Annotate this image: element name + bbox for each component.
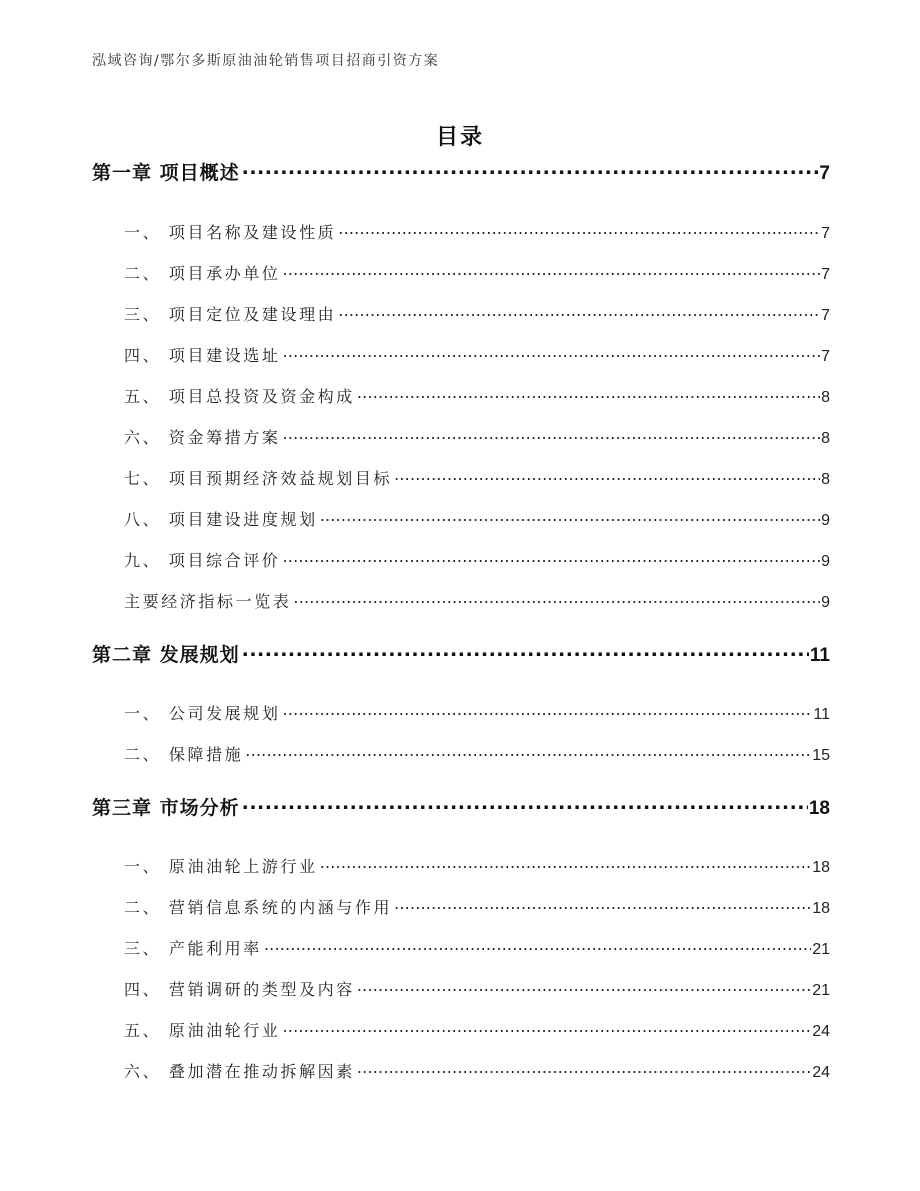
dot-leader (320, 509, 820, 525)
toc-section[interactable] (124, 466, 830, 489)
toc-page-number: 8 (821, 471, 830, 488)
toc-section[interactable] (124, 977, 830, 1000)
toc-page-number: 18 (808, 798, 830, 819)
toc-page-number: 9 (821, 512, 830, 529)
dot-leader (283, 550, 821, 566)
dot-leader (283, 427, 821, 443)
toc-entry-label: 一、 原油油轮上游行业 (124, 857, 318, 876)
dot-leader (245, 744, 811, 760)
toc-page-number: 11 (813, 706, 830, 723)
toc-section[interactable] (124, 425, 830, 448)
dot-leader (293, 591, 820, 607)
toc-page-number: 18 (812, 900, 830, 917)
toc-page-number: 11 (809, 645, 830, 666)
toc-page-number: 7 (821, 307, 830, 324)
toc-page-number: 24 (812, 1023, 830, 1040)
toc-entry-label: 六、 资金筹措方案 (124, 428, 281, 447)
toc-section[interactable] (124, 220, 830, 243)
toc-section[interactable] (124, 1018, 830, 1041)
toc-section[interactable] (124, 302, 830, 325)
toc-entry-label: 四、 营销调研的类型及内容 (124, 980, 355, 999)
toc-entry-label: 五、 原油油轮行业 (124, 1021, 281, 1040)
dot-leader (394, 897, 811, 913)
toc-section[interactable] (124, 1059, 830, 1082)
toc-page-number: 7 (819, 163, 830, 184)
dot-leader (242, 642, 809, 661)
toc-entry-label: 二、 项目承办单位 (124, 264, 281, 283)
toc-section[interactable] (124, 261, 830, 284)
toc-page-number: 9 (821, 594, 830, 611)
running-header: 泓域咨询/鄂尔多斯原油油轮销售项目招商引资方案 (92, 53, 440, 69)
toc-page-number: 18 (812, 859, 830, 876)
toc-entry-label: 三、 产能利用率 (124, 939, 262, 958)
toc-entry-label: 第一章 项目概述 (92, 162, 240, 184)
toc-entry-label: 一、 公司发展规划 (124, 704, 281, 723)
toc-page-number: 15 (812, 747, 830, 764)
toc-section[interactable] (124, 343, 830, 366)
toc-section[interactable] (124, 895, 830, 918)
toc-chapter-2[interactable] (92, 640, 830, 667)
dot-leader (242, 795, 808, 814)
dot-leader (320, 856, 812, 872)
toc-section[interactable] (124, 548, 830, 571)
dot-leader (242, 160, 819, 179)
toc-section[interactable] (124, 936, 830, 959)
toc-page-number: 21 (812, 941, 830, 958)
toc-entry-label: 五、 项目总投资及资金构成 (124, 387, 355, 406)
toc-entry-label: 七、 项目预期经济效益规划目标 (124, 469, 393, 488)
dot-leader (357, 979, 811, 995)
toc-chapter-3[interactable] (92, 793, 830, 820)
dot-leader (264, 938, 811, 954)
toc-section[interactable] (124, 701, 830, 724)
toc-section[interactable] (124, 742, 830, 765)
dot-leader (394, 468, 820, 484)
toc-entry-label: 第二章 发展规划 (92, 644, 240, 666)
toc-entry-label: 一、 项目名称及建设性质 (124, 223, 337, 242)
dot-leader (357, 1061, 811, 1077)
toc-entry-label: 二、 保障措施 (124, 745, 244, 764)
toc-section[interactable] (124, 589, 830, 612)
toc-section[interactable] (124, 384, 830, 407)
toc-page-number: 7 (821, 348, 830, 365)
dot-leader (283, 345, 821, 361)
toc-page-number: 21 (812, 982, 830, 999)
toc-page-number: 7 (821, 225, 830, 242)
toc-entry-label: 八、 项目建设进度规划 (124, 510, 318, 529)
dot-leader (338, 304, 820, 320)
toc-page-number: 8 (821, 389, 830, 406)
dot-leader (283, 263, 821, 279)
dot-leader (283, 703, 813, 719)
toc-entry-label: 六、 叠加潜在推动拆解因素 (124, 1062, 355, 1081)
toc-page-number: 8 (821, 430, 830, 447)
toc-title: 目录 (435, 125, 484, 150)
toc-entry-label: 二、 营销信息系统的内涵与作用 (124, 898, 393, 917)
toc-entry-label: 九、 项目综合评价 (124, 551, 281, 570)
toc-entry-label: 三、 项目定位及建设理由 (124, 305, 337, 324)
toc-section[interactable] (124, 507, 830, 530)
dot-leader (357, 386, 820, 402)
toc-page-number: 9 (821, 553, 830, 570)
toc-page-number: 7 (821, 266, 830, 283)
toc-entry-label: 第三章 市场分析 (92, 797, 240, 819)
dot-leader (338, 222, 820, 238)
toc-entry-label: 四、 项目建设选址 (124, 346, 281, 365)
toc-section[interactable] (124, 854, 830, 877)
dot-leader (283, 1020, 812, 1036)
toc-entry-label: 主要经济指标一览表 (124, 592, 292, 611)
toc-page-number: 24 (812, 1064, 830, 1081)
toc-chapter-1[interactable] (92, 158, 830, 185)
